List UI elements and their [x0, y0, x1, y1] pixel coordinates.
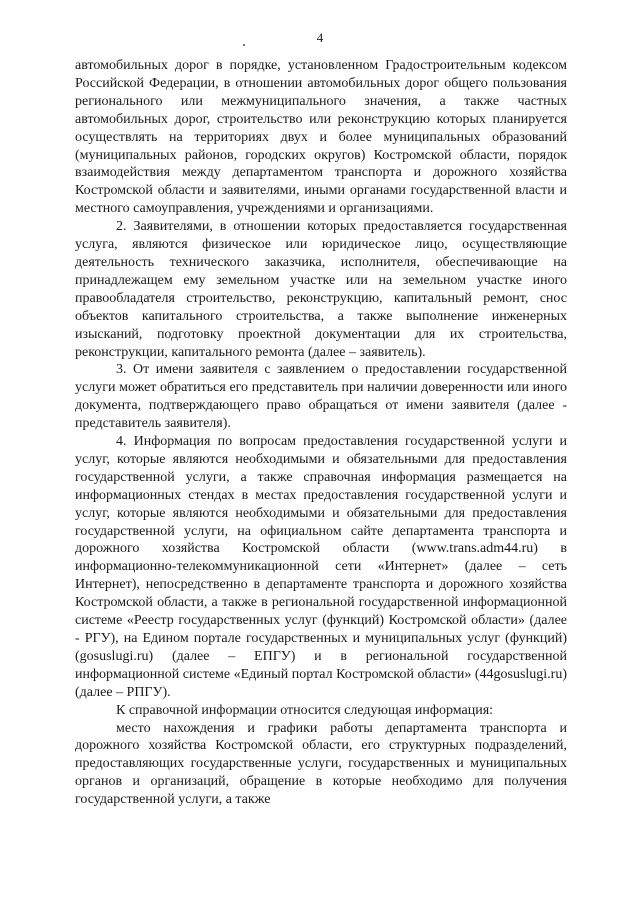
paragraph-4-information: 4. Информация по вопросам предоставления государственной услуги и услуг, которые являются необходимыми и обязательными для предоставления государственной услуги, а также справочная информация размещается на информационных стендах в местах предоставления государственной услуги и услуг, которые являются необходимыми и обязательными для предоставления государственной услуги, на официальном сайте департамента транспорта и дорожного хозяйства Костромской области (www.trans.adm44.ru) в информационно-телекоммуникационной сети «Интернет» (далее – сеть Интернет), непосредственно в департаменте транспорта и дорожного хозяйства Костромской области, а также в региональной государственной информационной системе «Реестр государственных услуг (функций) Костромской области» (далее - РГУ), на Едином портале государственных и муниципальных услуг (функций) (gosuslugi.ru) (далее – ЕПГУ) и в региональной государственной информационной системе «Единый портал Костромской области» (44gosuslugi.ru) (далее – РПГУ). [75, 434, 567, 700]
paragraph-2-applicants: 2. Заявителями, в отношении которых предоставляется государственная услуга, являются физическое или юридическое лицо, осуществляющие деятельность технического заказчика, исполнителя, обеспечивающие на принадлежащем ему земельном участке или на земельном участке иного правообладателя строительство, реконструкцию, капитальный ремонт, снос объектов капитального строительства, а также выполнение инженерных изысканий, подготовку проектной документации для их строительства, реконструкции, капитального ремонта (далее – заявитель). [75, 219, 567, 360]
paragraph-continuation: автомобильных дорог в порядке, установленном Градостроительным кодексом Российской Федерации, в отношении автомобильных дорог общего пользования регионального или межмуниципального значения, а также частных автомобильных дорог, строительство или реконструкцию которых планируется осуществлять на территориях двух и более муниципальных образований (муниципальных районов, городских округов) Костромской области, порядок взаимодействия между департаментом транспорта и дорожного хозяйства Костромской области и заявителями, иными органами государственной власти и местного самоуправления, учреждениями и организациями. [75, 58, 567, 217]
page-number: 4 [316, 30, 324, 45]
paragraph-reference-info: К справочной информации относится следующая информация: [116, 702, 494, 718]
paragraph-location-schedule: место нахождения и графики работы департамента транспорта и дорожного хозяйства Костромской области, его структурных подразделений, предоставляющих государственные услуги, государственных и муниципальных органов и организаций, обращение в которые необходимо для получения государственной услуги, а также [75, 720, 567, 808]
paragraph-3-representative: 3. От имени заявителя с заявлением о предоставлении государственной услуги может обратиться его представитель при наличии доверенности или иного документа, подтверждающего право обращаться от имени заявителя (далее - представитель заявителя). [75, 362, 567, 432]
scan-dot [243, 44, 245, 46]
document-body [75, 57, 567, 809]
